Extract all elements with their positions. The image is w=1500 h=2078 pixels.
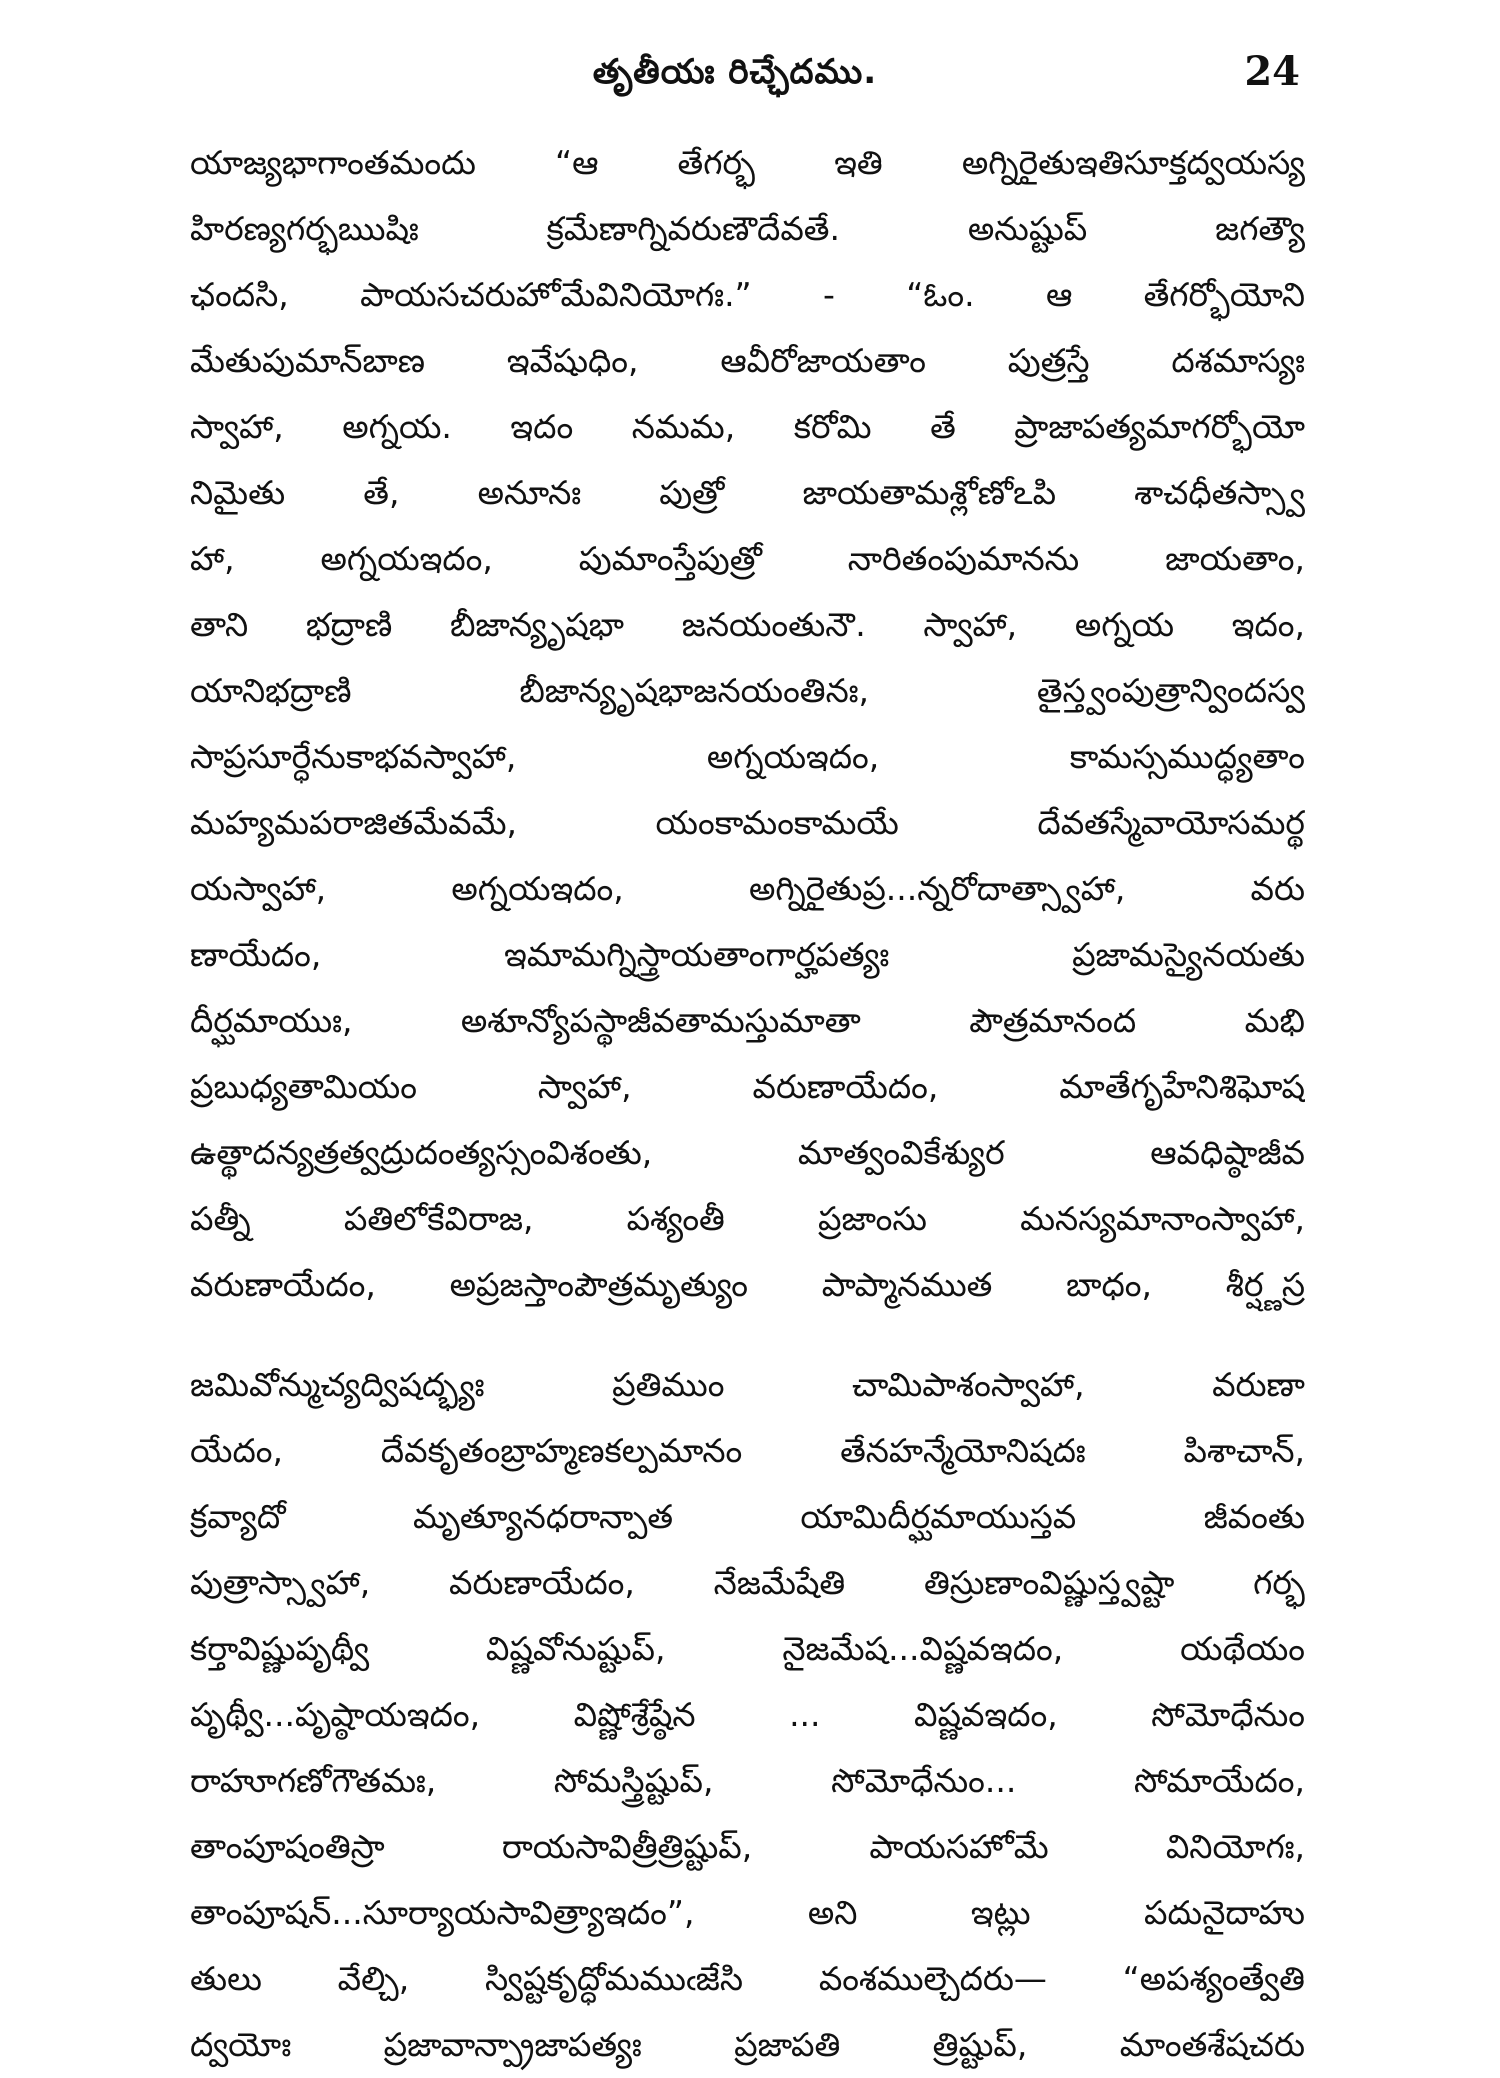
text-line: నిమైతు తే, అనూనః పుత్రో జాయతామశ్లోణోఽపి శాచధీతస్స్వా: [190, 473, 1305, 512]
text-line: కర్తావిష్ణుపృథ్వీ విష్ణవోనుష్టుప్, నైజమేష...విష్ణవఇదం, యథేయం: [190, 1629, 1305, 1668]
body-text: [190, 130, 1305, 2078]
text-line: యస్వాహా, అగ్నయఇదం, అగ్నిరైతుప్ర...న్నరోదాత్స్వాహా, వరు: [190, 869, 1305, 908]
text-line: యాజ్యభాగాంతమందు “ఆ తేగర్భ ఇతి అగ్నిరైతుఇతిసూక్తద్వయస్య: [190, 143, 1305, 182]
text-line: తులు వేల్చి, స్విష్టకృద్ధోమముఁజేసి వంశముల్చెదరు— “అపశ్యంత్వేతి: [190, 1959, 1305, 1998]
text-line: యానిభద్రాణి బీజాన్యృషభాజనయంతినః, తైస్త్వంపుత్రాన్విందస్వ: [190, 671, 1305, 710]
text-line: వరుణాయేదం, అప్రజస్తాంపౌత్రమృత్యుం పాప్మానముత బాధం, శీర్ష్ణస్ర: [190, 1265, 1305, 1304]
page-number: 24: [1244, 48, 1300, 95]
text-line: రాహూగణోగౌతమః, సోమస్త్రిష్టుప్, సోమోధేనుం... సోమాయేదం,: [190, 1761, 1305, 1800]
text-line: స్వాహా, అగ్నయ. ఇదం నమమ, కరోమి తే ప్రాజాపత్యమాగర్భోయో: [190, 407, 1305, 446]
text-line: ప్రబుధ్యతామియం స్వాహా, వరుణాయేదం, మాతేగృహేనిశిఘోష: [190, 1067, 1305, 1106]
text-line: యేదం, దేవకృతంబ్రాహ్మణకల్పమానం తేనహన్మేయోనిషదః పిశాచాన్,: [190, 1431, 1305, 1470]
text-line: తాంపూషంతిస్రా రాయసావిత్రీత్రిష్టుప్, పాయసహోమే వినియోగః,: [190, 1827, 1305, 1866]
text-line: తాంపూషన్...సూర్యాయసావిత్ర్యాఇదం”, అని ఇట్లు పదునైదాహు: [190, 1893, 1305, 1932]
chapter-title: తృతీయః రిచ్ఛేదము.: [592, 52, 878, 92]
text-line: జమివోన్ముచ్యద్విషద్భ్యః ప్రతిముం చామిపాశంస్వాహా, వరుణా: [190, 1365, 1305, 1404]
text-line: ఉత్థాదన్యత్రత్వద్రుదంత్యస్సంవిశంతు, మాత్వంవికేశ్యుర ఆవధిష్ఠాజీవ: [190, 1133, 1305, 1172]
text-line: ణాయేదం, ఇమామగ్నిస్త్రాయతాంగార్హపత్యః ప్రజామస్యైనయతు: [190, 935, 1305, 974]
text-line: దీర్ఘమాయుః, అశూన్యోపస్థాజీవతామస్తుమాతా పౌత్రమానంద మభి: [190, 1001, 1305, 1040]
text-line: పుత్రాస్స్వాహా, వరుణాయేదం, నేజమేషేతి తిస్రుణాంవిష్ణుస్త్వష్టా గర్భ: [190, 1563, 1305, 1602]
text-line: క్రవ్యాదో మృత్యూనధరాన్పాత యామిదీర్ఘమాయుస్తవ జీవంతు: [190, 1497, 1305, 1536]
text-line: హా, అగ్నయఇదం, పుమాంస్తేపుత్రో నారితంపుమానను జాయతాం,: [190, 539, 1305, 578]
text-line: మహ్యమపరాజితమేవమే, యంకామంకామయే దేవతస్మేవాయోసమర్థ: [190, 803, 1305, 842]
text-line: సాప్రసూర్ధేనుకాభవస్వాహా, అగ్నయఇదం, కామస్సముద్ధ్యతాం: [190, 737, 1305, 776]
text-line: ఛందసి, పాయసచరుహోమేవినియోగః.” - “ఓం. ఆ తేగర్భోయోని: [190, 275, 1305, 314]
text-line: ద్వయోః ప్రజావాన్ప్రాజాపత్యః ప్రజాపతి త్రిష్టుప్, మాంతశేషచరు: [190, 2025, 1305, 2064]
text-line: పత్నీ పతిలోకేవిరాజ, పశ్యంతీ ప్రజాంసు మనస్యమానాంస్వాహా,: [190, 1199, 1305, 1238]
running-head: [170, 48, 1300, 108]
text-line: హిరణ్యగర్భఋషిః క్రమేణాగ్నివరుణౌదేవతే. అనుష్టుప్ జగత్యౌ: [190, 209, 1305, 248]
text-line: తాని భద్రాణి బీజాన్యృషభా జనయంతునౌ. స్వాహా, అగ్నయ ఇదం,: [190, 605, 1305, 644]
text-line: పృథ్వీ...పృష్ఠాయఇదం, విష్ణోశ్రేష్ఠేన ... విష్ణవఇదం, సోమోధేనుం: [190, 1695, 1305, 1734]
text-line: మేతుపుమాన్‌బాణ ఇవేషుధిం, ఆవీరోజాయతాం పుత్రస్తే దశమాస్యః: [190, 341, 1305, 380]
